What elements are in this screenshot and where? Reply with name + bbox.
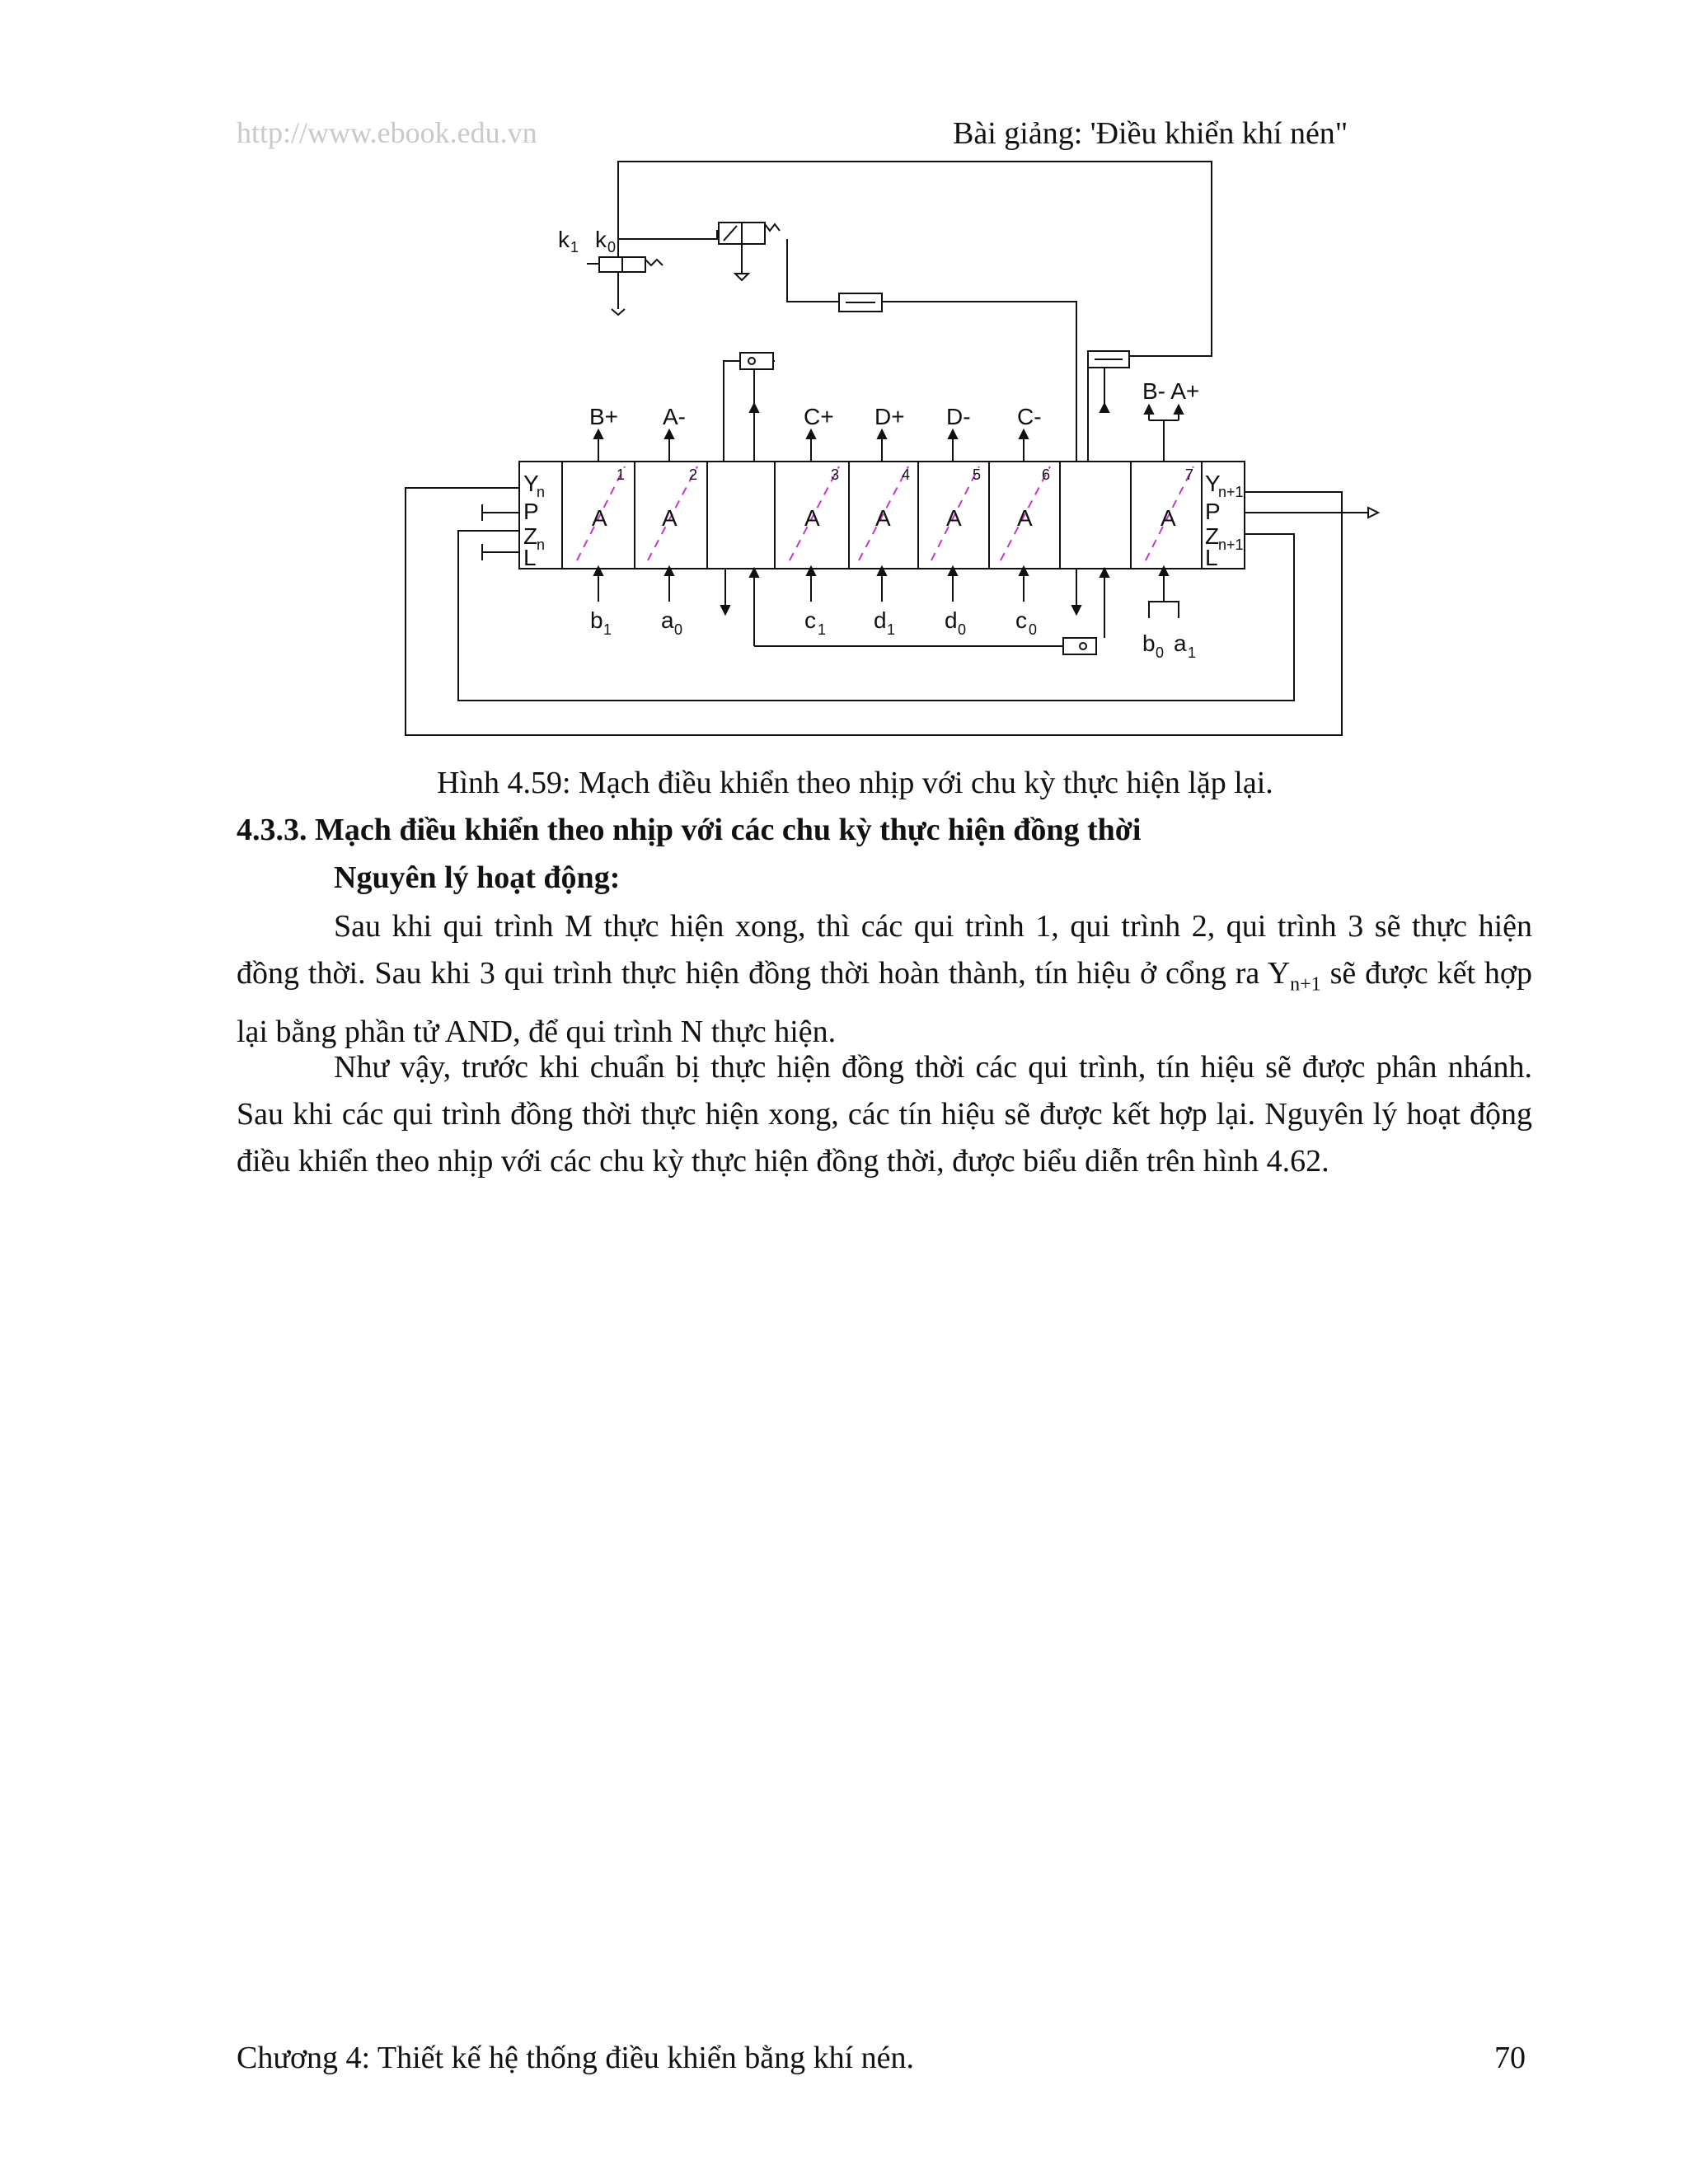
svg-text:A: A bbox=[804, 505, 820, 531]
shuttle-valve-left bbox=[740, 353, 773, 369]
svg-text:A: A bbox=[875, 505, 891, 531]
svg-text:B+: B+ bbox=[589, 404, 619, 429]
valve-3-2 bbox=[719, 223, 780, 280]
svg-text:L: L bbox=[523, 545, 537, 570]
svg-text:n: n bbox=[537, 484, 546, 500]
section-heading: 4.3.3. Mạch điều khiển theo nhịp với các chu kỳ thực hiện đồng thời bbox=[237, 813, 1142, 847]
svg-text:0: 0 bbox=[1156, 644, 1165, 661]
svg-text:1: 1 bbox=[603, 621, 612, 638]
paragraph-1: Sau khi qui trình M thực hiện xong, thì các qui trình 1, qui trình 2, qui trình 3 sẽ thực hiện đồng thời. Sau khi 3 qui trình thực hiện đồng thời hoàn thành, tín hiệu ở cổng ra $Y_{n+1}$ sẽ được kết hợp lại bằng phần tử AND, để qui trình N thực hiện. bbox=[237, 909, 1533, 1049]
svg-text:n: n bbox=[537, 537, 546, 553]
header-url: http://www.ebook.edu.vn bbox=[237, 116, 537, 149]
svg-text:4: 4 bbox=[902, 466, 911, 483]
svg-text:Y: Y bbox=[523, 471, 539, 496]
svg-text:Z: Z bbox=[523, 523, 538, 549]
svg-text:A-: A- bbox=[663, 404, 686, 429]
svg-text:n+1: n+1 bbox=[1218, 484, 1244, 500]
svg-text:D-: D- bbox=[946, 404, 971, 429]
svg-text:A: A bbox=[592, 505, 607, 531]
svg-text:Z: Z bbox=[1205, 523, 1220, 549]
figure-caption: Hình 4.59: Mạch điều khiển theo nhịp với chu kỳ thực hiện lặp lại. bbox=[437, 766, 1273, 800]
paragraph-2: Như vậy, trước khi chuẩn bị thực hiện đồng thời các qui trình, tín hiệu sẽ được phân nhánh. Sau khi các qui trình đồng thời thực hiện xong, các tín hiệu sẽ được kết hợp lại. Nguyên lý hoạt động điều khiển theo nhịp với các chu kỳ thực hiện đồng thời, được biểu diễn trên hình 4.62. bbox=[237, 1050, 1532, 1179]
svg-text:1: 1 bbox=[617, 466, 626, 483]
svg-text:5: 5 bbox=[973, 466, 982, 483]
svg-text:A: A bbox=[946, 505, 962, 531]
svg-text:C+: C+ bbox=[804, 404, 834, 429]
svg-text:D+: D+ bbox=[874, 404, 905, 429]
page-number: 70 bbox=[1494, 2041, 1526, 2075]
start-valve-labels bbox=[558, 227, 616, 255]
svg-text:0: 0 bbox=[607, 239, 617, 255]
svg-text:3: 3 bbox=[831, 466, 840, 483]
top-signal-labels bbox=[589, 378, 1199, 429]
shuttle-valve-top bbox=[839, 293, 882, 312]
shuttle-valve-bottom bbox=[1063, 638, 1096, 654]
svg-text:1: 1 bbox=[570, 239, 579, 255]
svg-text:b: b bbox=[590, 607, 603, 633]
svg-text:L: L bbox=[1205, 545, 1218, 570]
svg-text:c: c bbox=[804, 607, 816, 633]
svg-text:A: A bbox=[1160, 505, 1176, 531]
svg-text:A: A bbox=[662, 505, 678, 531]
svg-text:6: 6 bbox=[1042, 466, 1051, 483]
footer-chapter: Chương 4: Thiết kế hệ thống điều khiển bằng khí nén. bbox=[237, 2041, 915, 2075]
subheading: Nguyên lý hoạt động: bbox=[334, 860, 621, 895]
svg-text:0: 0 bbox=[674, 621, 683, 638]
pneumatic-circuit-diagram bbox=[0, 0, 1688, 742]
svg-text:0: 0 bbox=[958, 621, 967, 638]
svg-text:a: a bbox=[661, 607, 674, 633]
svg-text:d: d bbox=[874, 607, 887, 633]
svg-text:d: d bbox=[945, 607, 958, 633]
svg-text:B- A+: B- A+ bbox=[1142, 378, 1200, 404]
svg-text:a: a bbox=[1174, 630, 1187, 656]
svg-text:1: 1 bbox=[818, 621, 827, 638]
svg-text:P: P bbox=[1205, 499, 1221, 524]
svg-text:Y: Y bbox=[1205, 471, 1221, 496]
start-valve bbox=[587, 257, 663, 315]
svg-text:b: b bbox=[1142, 630, 1156, 656]
svg-text:2: 2 bbox=[689, 466, 698, 483]
svg-text:k: k bbox=[595, 227, 607, 252]
svg-text:A: A bbox=[1017, 505, 1033, 531]
svg-text:P: P bbox=[523, 499, 539, 524]
shuttle-valve-right bbox=[1088, 351, 1129, 368]
svg-text:n+1: n+1 bbox=[1218, 537, 1244, 553]
svg-text:1: 1 bbox=[1188, 644, 1197, 661]
svg-text:k: k bbox=[558, 227, 570, 252]
svg-text:c: c bbox=[1015, 607, 1027, 633]
header-title: Bài giảng: 'Điều khiển khí nén" bbox=[953, 116, 1348, 151]
svg-text:C-: C- bbox=[1017, 404, 1042, 429]
svg-text:0: 0 bbox=[1029, 621, 1038, 638]
svg-text:7: 7 bbox=[1185, 466, 1194, 483]
svg-text:1: 1 bbox=[887, 621, 896, 638]
